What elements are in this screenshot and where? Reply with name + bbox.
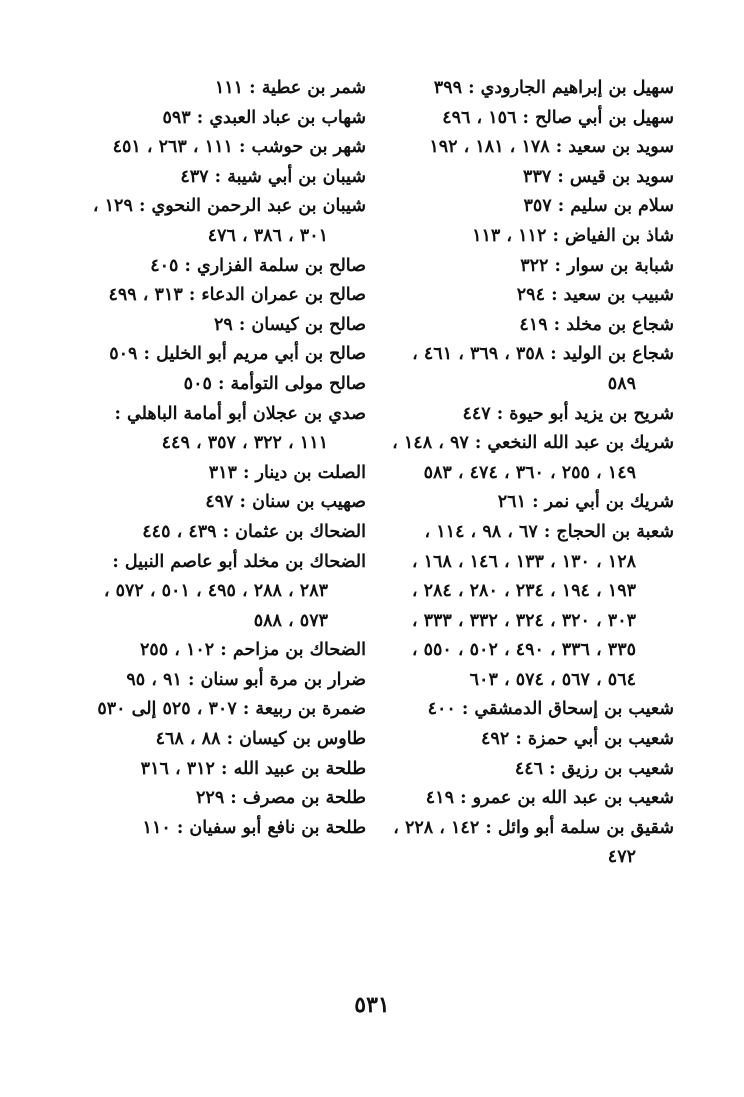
index-entry-continuation: ١٩٣ ، ١٩٤ ، ٢٣٤ ، ٢٨٠ ، ٢٨٤ ، — [411, 581, 636, 602]
index-entry: شعبة بن الحجاج : ٦٧ ، ٩٨ ، ١١٤ ، — [424, 521, 674, 542]
index-entry: طلحة بن عبيد الله : ٣١٢ ، ٣١٦ — [140, 758, 366, 779]
index-column-left — [66, 74, 366, 843]
index-entry: صدي بن عجلان أبو أمامة الباهلي : — [114, 403, 366, 424]
index-column-right — [374, 74, 674, 873]
index-entry: شاذ بن الفياض : ١١٢ ، ١١٣ — [472, 225, 674, 246]
index-entry: شجاع بن مخلد : ٤١٩ — [519, 314, 674, 335]
index-entry: شقيق بن سلمة أبو وائل : ١٤٢ ، ٢٢٨ ، — [393, 817, 674, 838]
index-entry: شجاع بن الوليد : ٣٥٨ ، ٣٦٩ ، ٤٦١ ، — [412, 344, 674, 365]
index-entry: شريك بن أبي نمر : ٢٦١ — [497, 492, 674, 513]
index-entry-continuation: ٤٧٢ — [607, 847, 636, 868]
index-entry: شعيب بن عبد الله بن عمرو : ٤١٩ — [425, 788, 674, 809]
index-entry: شهر بن حوشب : ١١١ ، ٢٦٣ ، ٤٥١ — [112, 137, 366, 158]
index-entry: شبابة بن سوار : ٣٢٢ — [520, 255, 674, 276]
index-entry: الضحاك بن مخلد أبو عاصم النبيل : — [112, 551, 366, 572]
index-entry: شريك بن عبد الله النخعي : ٩٧ ، ١٤٨ ، — [392, 433, 674, 454]
index-entry: سويد بن قيس : ٣٣٧ — [523, 166, 674, 187]
index-entry-continuation: ٥٨٩ — [607, 373, 636, 394]
index-entry: سهيل بن أبي صالح : ١٥٦ ، ٤٩٦ — [442, 107, 674, 128]
index-entry: صالح بن أبي مريم أبو الخليل : ٥٠٩ — [109, 344, 366, 365]
index-entry: صالح بن كيسان : ٢٩ — [213, 314, 366, 335]
index-entry: صهيب بن سنان : ٤٩٧ — [205, 492, 366, 513]
index-entry: طلحة بن نافع أبو سفيان : ١١٠ — [142, 817, 366, 838]
index-entry: صالح بن سلمة الفزاري : ٤٠٥ — [150, 255, 366, 276]
index-entry-continuation: ١٢٨ ، ١٣٠ ، ١٣٣ ، ١٤٦ ، ١٦٨ ، — [411, 551, 636, 572]
index-entry-continuation: ١٤٩ ، ٢٥٥ ، ٣٦٠ ، ٤٧٤ ، ٥٨٣ — [423, 462, 636, 483]
index-entry: شيبان بن أبي شيبة : ٤٣٧ — [180, 166, 366, 187]
index-entry: صالح بن عمران الدعاء : ٣١٣ ، ٤٩٩ — [108, 285, 366, 306]
index-entry: سويد بن سعيد : ١٧٨ ، ١٨١ ، ١٩٢ — [429, 137, 674, 158]
index-entry: ضرار بن مرة أبو سنان : ٩١ ، ٩٥ — [126, 669, 366, 690]
index-entry: الصلت بن دينار : ٣١٣ — [208, 462, 366, 483]
index-entry: طاوس بن كيسان : ٨٨ ، ٤٦٨ — [155, 729, 366, 750]
index-entry: الضحاك بن مزاحم : ١٠٢ ، ٢٥٥ — [139, 640, 366, 661]
index-entry-continuation: ٣٣٥ ، ٣٣٦ ، ٤٩٠ ، ٥٠٢ ، ٥٥٠ ، — [411, 640, 636, 661]
index-entry: شعيب بن أبي حمزة : ٤٩٢ — [481, 729, 674, 750]
index-entry: سلام بن سليم : ٣٥٧ — [523, 196, 674, 217]
index-entry: طلحة بن مصرف : ٢٢٩ — [196, 788, 366, 809]
index-entry: شريح بن يزيد أبو حيوة : ٤٤٧ — [462, 403, 674, 424]
page-number: ٥٣١ — [354, 992, 390, 1018]
index-entry: صالح مولى التوأمة : ٥٠٥ — [183, 373, 366, 394]
index-entry: سهيل بن إبراهيم الجارودي : ٣٩٩ — [433, 78, 674, 98]
index-entry-continuation: ١١١ ، ٣٢٢ ، ٣٥٧ ، ٤٤٩ — [161, 433, 328, 454]
index-entry-continuation: ٥٦٤ ، ٥٦٧ ، ٥٧٤ ، ٦٠٣ — [469, 669, 636, 690]
index-entry: ضمرة بن ربيعة : ٣٠٧ ، ٥٢٥ إلى ٥٣٠ — [97, 699, 366, 720]
index-entry: الضحاك بن عثمان : ٤٣٩ ، ٤٤٥ — [142, 521, 366, 542]
index-entry-continuation: ٢٨٣ ، ٢٨٨ ، ٤٩٥ ، ٥٠١ ، ٥٧٢ ، — [103, 581, 328, 602]
index-entry: شعيب بن إسحاق الدمشقي : ٤٠٠ — [427, 699, 674, 720]
index-entry: شيبان بن عبد الرحمن النحوي : ١٢٩ ، — [92, 196, 366, 217]
index-entry: شهاب بن عباد العبدي : ٥٩٣ — [162, 107, 366, 128]
index-entry: شبيب بن سعيد : ٢٩٤ — [516, 285, 674, 306]
index-entry-continuation: ٥٧٣ ، ٥٨٨ — [253, 610, 328, 631]
index-entry-continuation: ٣٠١ ، ٣٨٦ ، ٤٧٦ — [207, 225, 328, 246]
index-entry: شمر بن عطية : ١١١ — [214, 78, 366, 98]
index-entry-continuation: ٣٠٣ ، ٣٢٠ ، ٣٢٤ ، ٣٣٢ ، ٣٣٣ ، — [411, 610, 636, 631]
index-entry: شعيب بن رزيق : ٤٤٦ — [514, 758, 674, 779]
